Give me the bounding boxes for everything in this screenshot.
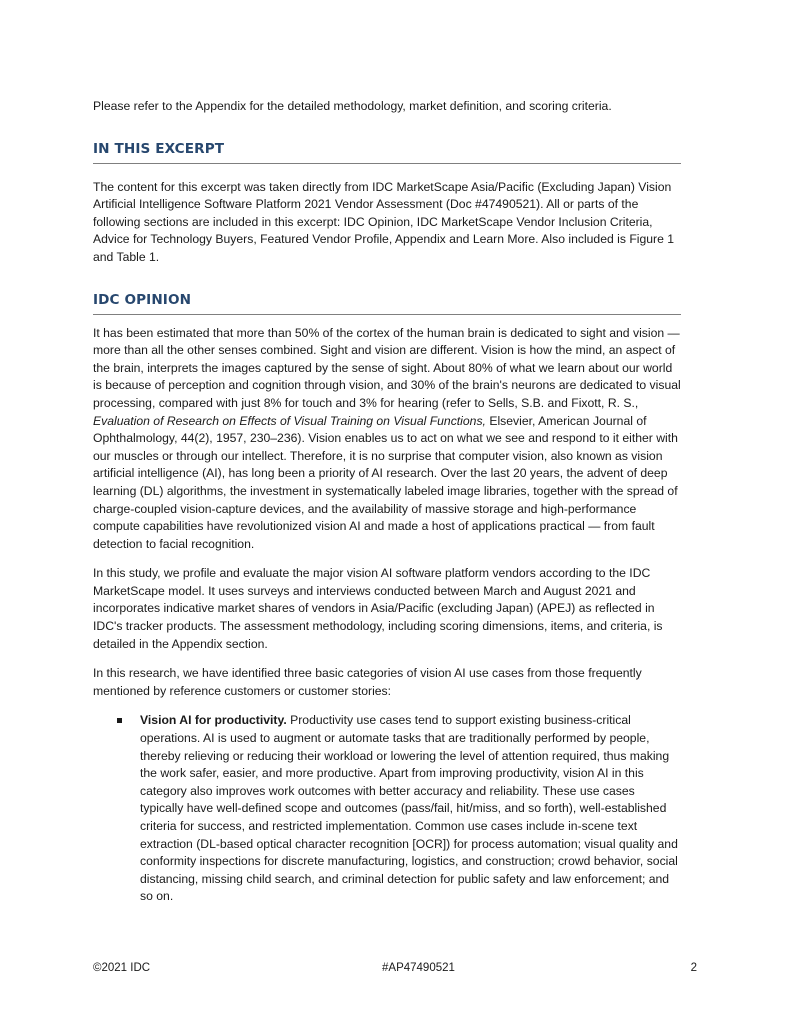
footer-page-number: 2 — [690, 962, 697, 974]
list-item — [117, 712, 681, 906]
list-item-lead: Vision AI for productivity. — [140, 713, 287, 728]
excerpt-paragraph: The content for this excerpt was taken directly from IDC MarketScape Asia/Pacific (Excluding Japan) Vision Artificial Intelligence Software Platform 2021 Vendor Assessment (Doc #47490521). All or parts of the following sections are included in this excerpt: IDC Opinion, IDC MarketScape Vendor Inclusion Criteria, Advice for Technology Buyers, Featured Vendor Profile, Appendix and Learn More. Also included is Figure 1 and Table 1. — [93, 179, 675, 264]
section-idc-opinion — [93, 292, 681, 906]
square-bullet-icon — [117, 718, 122, 723]
section-in-this-excerpt — [93, 141, 681, 267]
section-heading-in-this-excerpt: IN THIS EXCERPT — [93, 141, 681, 164]
document-page — [93, 98, 681, 906]
opinion-paragraph-3: In this research, we have identified three basic categories of vision AI use cases from those frequently mentioned by reference customers or customer stories: — [93, 666, 642, 698]
opinion-paragraph-1 — [93, 325, 681, 554]
opinion-paragraph-1-text-b: Elsevier, American Journal of Ophthalmology, 44(2), 1957, 230–236). Vision enables us to act on what we see and respond to it either with our muscles or through our intellect. Therefore, it is no surprise that computer vision, also known as vision artificial intelligence (AI), has long been a priority of AI research. Over the last 20 years, the advent of deep learning (DL) algorithms, the investment in systematically labeled image libraries, together with the spread of charge-coupled vision-capture devices, and the availability of massive storage and high-performance compute capabilities have revolutionized vision AI and made a host of applications practical — from fault detection to facial recognition. — [93, 413, 678, 551]
opinion-paragraph-1-text-a: It has been estimated that more than 50% of the cortex of the human brain is dedicated to sight and vision — more than all the other senses combined. Sight and vision are different. Vision is how the mind, an aspect of the brain, interprets the images captured by the sense of sight. About 80% of what we learn about our world is because of perception and cognition through vision, and 30% of the brain's neurons are dedicated to visual processing, compared with just 8% for touch and 3% for hearing (refer to Sells, S.B. and Fixott, R. S., — [93, 325, 681, 410]
cited-work-title: Evaluation of Research on Effects of Visual Training on Visual Functions, — [93, 413, 486, 428]
footer-doc-number: #AP47490521 — [382, 962, 455, 974]
opinion-paragraph-2: In this study, we profile and evaluate the major vision AI software platform vendors according to the IDC MarketScape model. It uses surveys and interviews conducted between March and August 2021 and incorporates indicative market shares of vendors in Asia/Pacific (excluding Japan) (APEJ) as reflected in IDC's tracker products. The assessment methodology, including scoring dimensions, items, and criteria, is detailed in the Appendix section. — [93, 566, 663, 651]
section-heading-idc-opinion: IDC OPINION — [93, 292, 681, 315]
footer-copyright: ©2021 IDC — [93, 962, 151, 974]
intro-text: Please refer to the Appendix for the detailed methodology, market definition, and scoring criteria. — [93, 99, 612, 113]
use-case-list — [93, 712, 681, 906]
list-item-text: Productivity use cases tend to support existing business-critical operations. AI is used to augment or automate tasks that are traditionally performed by people, thereby relieving or reducing their workload or lowering the level of attention required, thus making the work safer, easier, and more productive. Apart from improving productivity, vision AI in this category also improves work outcomes with better accuracy and reliability. These use cases typically have well-defined scope and outcomes (pass/fail, hit/miss, and so forth), well-established criteria for success, and restricted implementation. Common use cases include in-scene text extraction (DL-based optical character recognition [OCR]) for process automation; visual quality and conformity inspections for discrete manufacturing, logistics, and construction; crowd behavior, social distancing, missing child search, and criminal detection for public safety and law enforcement; and so on. — [140, 713, 678, 904]
